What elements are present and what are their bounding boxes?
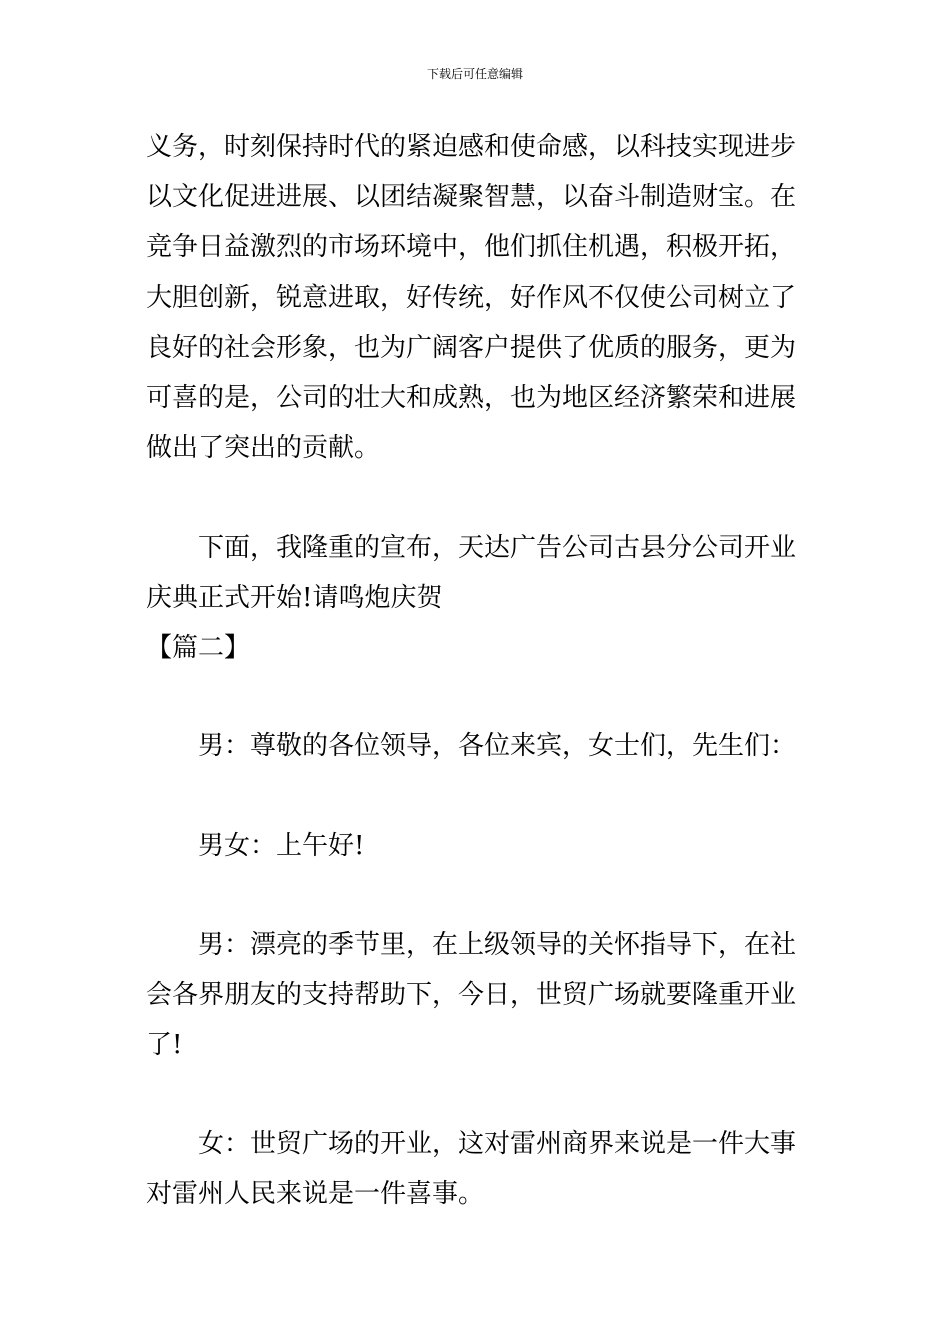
section-heading: 【篇二】 [146,633,251,663]
text-line: 以文化促进进展、以团结凝聚智慧，以奋斗制造财宝。在 [146,182,797,212]
text-line: 庆典正式开始!请鸣炮庆贺 [146,583,443,613]
text-line: 男女：上午好! [146,831,365,861]
text-line: 良好的社会形象，也为广阔客户提供了优质的服务，更为 [146,333,797,363]
text-line: 下面，我隆重的宣布，天达广告公司古县分公司开业 [146,533,797,563]
page-header-note: 下载后可任意编辑 [426,67,523,81]
text-line: 男：漂亮的季节里，在上级领导的关怀指导下，在社 [146,930,797,960]
text-line: 会各界朋友的支持帮助下，今日，世贸广场就要隆重开业 [146,980,797,1010]
text-line: 了! [146,1030,183,1060]
text-line: 女：世贸广场的开业，这对雷州商界来说是一件大事 [146,1129,797,1159]
text-line: 做出了突出的贡献。 [146,433,381,463]
text-line: 竞争日益激烈的市场环境中，他们抓住机遇，积极开拓， [146,232,797,262]
text-line: 可喜的是，公司的壮大和成熟，也为地区经济繁荣和进展 [146,383,797,413]
text-line: 对雷州人民来说是一件喜事。 [146,1179,485,1209]
text-line: 男：尊敬的各位领导，各位来宾，女士们，先生们： [146,731,797,761]
text-line: 大胆创新，锐意进取，好传统，好作风不仅使公司树立了 [146,283,797,313]
text-line: 义务，时刻保持时代的紧迫感和使命感，以科技实现进步 [146,132,797,162]
